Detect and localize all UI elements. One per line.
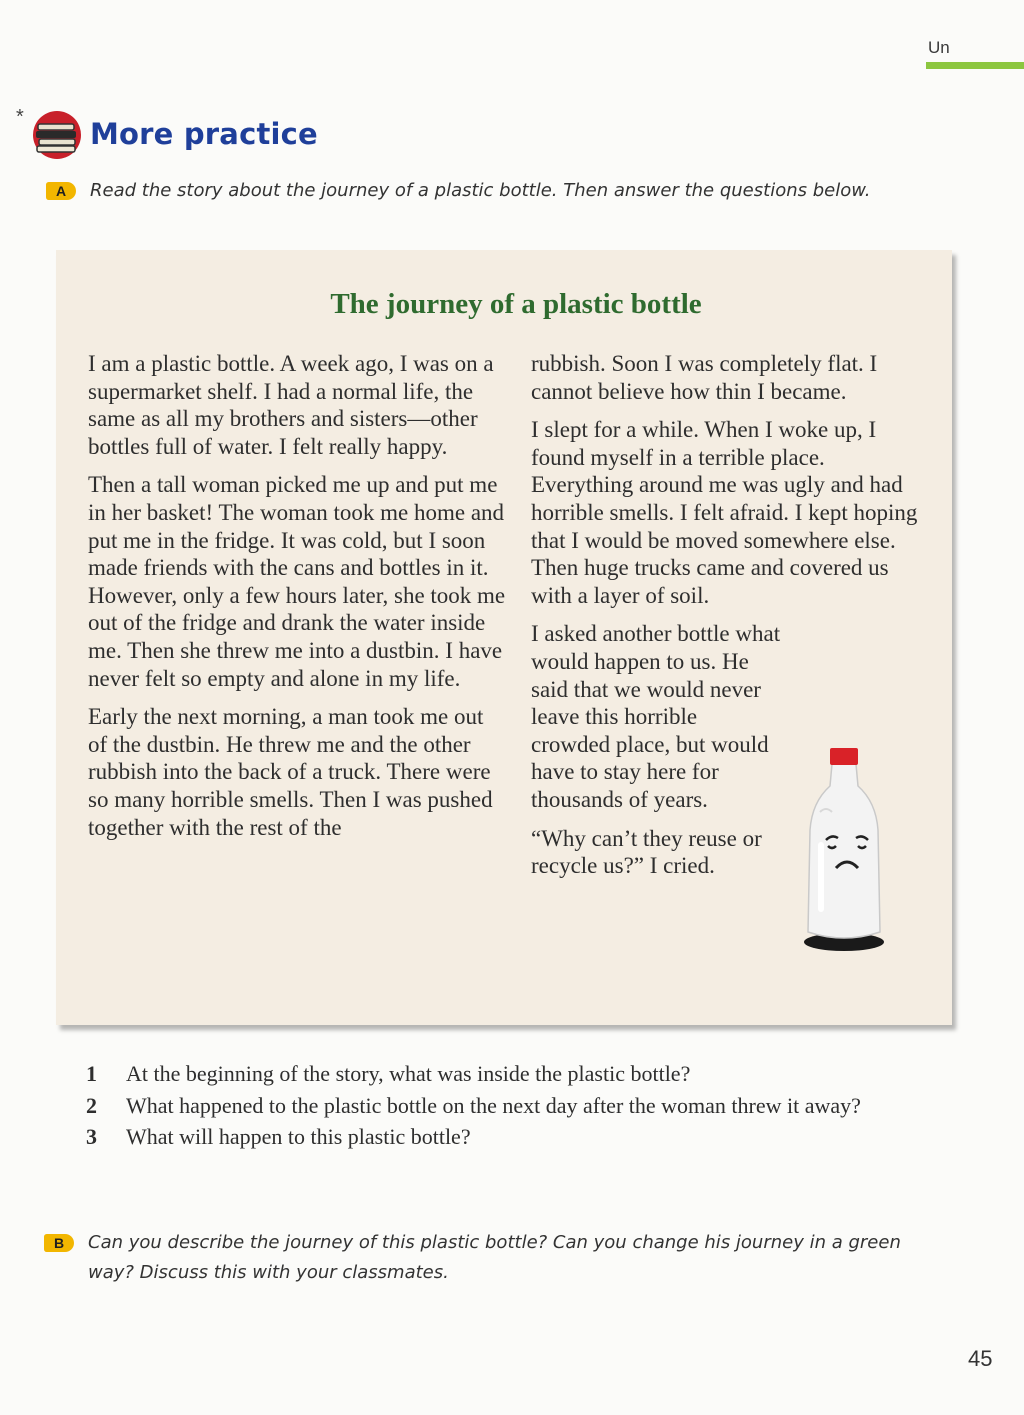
story-paragraph: “Why can’t they reuse or recycle us?” I cried. [531,825,762,879]
question-list [86,1058,946,1153]
story-paragraph: rubbish. Soon I was completely flat. I cannot believe how thin I became. [531,351,878,404]
question-number: 1 [86,1061,97,1086]
question-item [86,1121,946,1153]
question-item [86,1058,946,1090]
part-b-instruction: Can you describe the journey of this plastic bottle? Can you change his journey in a green way? Discuss this with your classmates. [88,1232,901,1283]
question-number: 2 [86,1092,97,1118]
asterisk-mark: * [16,106,24,128]
sad-plastic-bottle-icon [798,742,890,962]
story-box [56,250,952,1025]
question-number: 3 [86,1124,97,1149]
part-a-badge: A [46,182,76,200]
unit-accent-bar [926,62,1024,69]
section-title: More practice [90,117,318,151]
story-title: The journey of a plastic bottle [330,288,702,320]
story-left-column [88,350,508,852]
part-a-instruction: Read the story about the journey of a plastic bottle. Then answer the questions below. [90,180,871,201]
question-text: What happened to the plastic bottle on the next day after the woman threw it away? [126,1092,861,1118]
story-paragraph: I slept for a while. When I woke up, I found myself in a terrible place. Everything around me was ugly and had horrible smells. I felt afraid. I kept hoping that I would be moved somewhere else. Then huge trucks came and covered us with a layer of soil. [531,417,918,608]
question-text: What will happen to this plastic bottle? [126,1124,471,1149]
page-number: 45 [968,1346,993,1371]
question-item [86,1090,946,1122]
question-text: At the beginning of the story, what was inside the plastic bottle? [126,1061,691,1086]
unit-tab-label: Un [928,38,950,57]
story-paragraph: I am a plastic bottle. A week ago, I was on a supermarket shelf. I had a normal life, the same as all my brothers and sisters—other bottles full of water. I felt really happy. [88,351,494,459]
story-paragraph: I asked another bottle what would happen to us. He said that we would never leave this horrible crowded place, but would have to stay here for thousands of years. [531,621,781,812]
story-paragraph: Early the next morning, a man took me out of the dustbin. He threw me and the other rubbish into the back of a truck. There were so many horrible smells. Then I was pushed together with the rest of the [88,704,493,840]
story-paragraph: Then a tall woman picked me up and put me in her basket! The woman took me home and put me in the fridge. It was cold, but I soon made friends with the cans and bottles in it. However, only a few hours later, she took me out of the fridge and drank the water inside me. Then she threw me into a dustbin. I have never felt so empty and alone in my life. [88,472,506,691]
part-b-badge: B [44,1234,74,1252]
books-icon [30,110,84,160]
